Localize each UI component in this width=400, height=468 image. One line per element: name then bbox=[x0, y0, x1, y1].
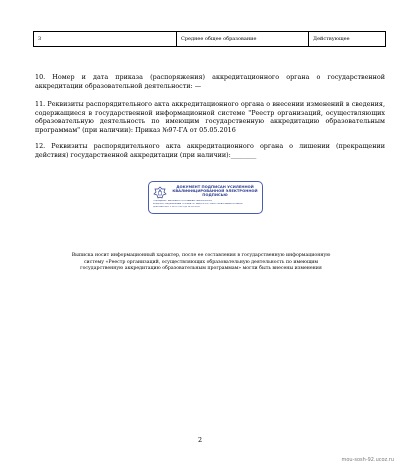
stamp-certificate: Сертификат: 4A0D6B60D7D1D1AA0A0C0A0000000000 bbox=[153, 200, 213, 202]
stamp-validity: Действителен: с 06.07.2023 до 28.09.2024 bbox=[153, 206, 200, 208]
table-cell-number: 3 bbox=[34, 32, 177, 47]
stamp-title: ДОКУМЕНТ ПОДПИСАН УСИЛЕННОЙ КВАЛИФИЦИРОВАННОЙ ЭЛЕКТРОННОЙ ПОДПИСЬЮ bbox=[172, 185, 258, 198]
page-number: 2 bbox=[197, 436, 203, 444]
item-11-changes-act: 11. Реквизиты распорядительного акта аккредитационного органа о внесении изменений в сведения, содержащиеся в государственной информационной системе "Реестр организаций, осуществляющих образовательную деятельность по имеющим государственную аккредитацию образовательным программам" (при наличии): Приказ №97-ГА от 05.05.2016 bbox=[35, 100, 385, 134]
disclaimer-footnote: Выписка носит информационный характер, после ее составления в государственную информационную систему «Реестр организаций, осуществляющих образовательную деятельность по имеющим государственную аккредитацию образовательным программам» могли быть внесены изменения bbox=[71, 253, 331, 272]
table-row bbox=[34, 32, 386, 47]
table-cell-status: Действующее bbox=[309, 32, 386, 47]
site-watermark: mou-sosh-92.ucoz.ru bbox=[341, 457, 394, 463]
coat-of-arms-icon bbox=[153, 186, 167, 200]
item-12-revocation-act: 12. Реквизиты распорядительного акта аккредитационного органа о лишении (прекращении действия) государственной аккредитации (при наличии):________ bbox=[35, 142, 385, 159]
table-cell-education-level: Среднее общее образование bbox=[177, 32, 309, 47]
item-10-accreditation-order: 10. Номер и дата приказа (распоряжения) аккредитационного органа о государственной аккредитации образовательной деятельности: — bbox=[35, 73, 385, 90]
stamp-owner: Владелец: ФЕДЕРАЛЬНАЯ СЛУЖБА ПО НАДЗОРУ В СФЕРЕ ОБРАЗОВАНИЯ И НАУКИ bbox=[153, 203, 243, 205]
electronic-signature-stamp bbox=[148, 181, 263, 214]
accreditation-table bbox=[33, 31, 386, 47]
